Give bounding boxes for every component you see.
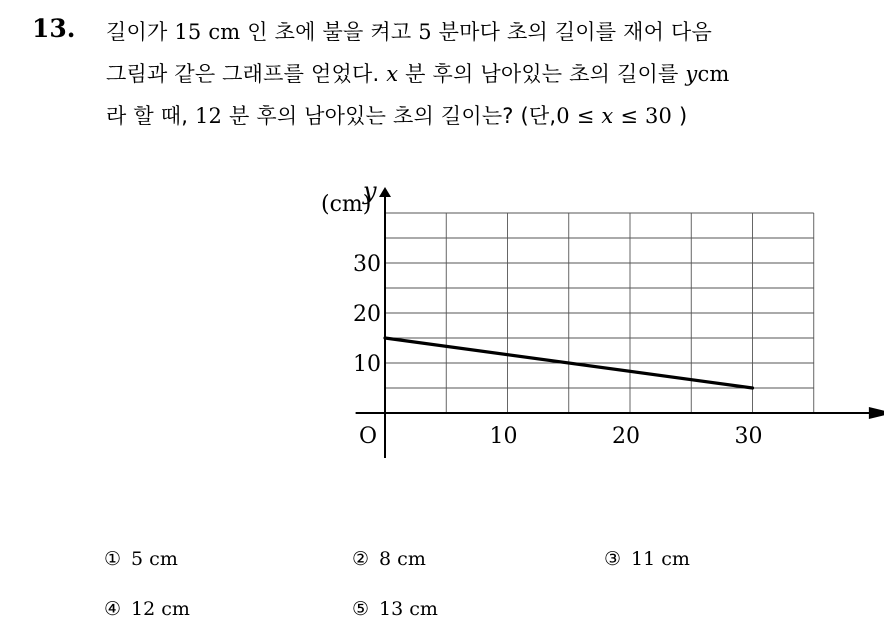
variable-y: y [685, 62, 698, 86]
choice-text: 12 cm [131, 598, 190, 620]
question-line-1 [106, 16, 712, 46]
choice-text: 11 cm [631, 548, 690, 570]
x-tick-label: 10 [489, 424, 518, 449]
interval-value: 5 [418, 20, 432, 44]
choice-text: 13 cm [379, 598, 438, 620]
question-text: 그림과 같은 그래프를 얻었다. [106, 62, 387, 86]
origin-label: O [359, 424, 378, 449]
axes [356, 187, 884, 458]
condition-variable: x [601, 104, 614, 128]
choice-1[interactable] [104, 548, 178, 570]
choice-mark: ① [104, 548, 122, 570]
y-axis-label: y [363, 177, 377, 205]
x-tick-label: 20 [612, 424, 640, 449]
y-tick-label: 20 [353, 302, 381, 327]
question-text: 인 초에 불을 켜고 [240, 20, 419, 44]
question-text: ) [672, 104, 688, 128]
question-line-2 [106, 58, 730, 88]
choice-4[interactable] [104, 598, 190, 620]
y-axis-arrow [379, 187, 391, 197]
y-axis-unit: (cm) [321, 192, 372, 217]
question-text: 분마다 초의 길이를 재어 다음 [431, 20, 712, 44]
unit-cm: cm [697, 62, 730, 86]
choice-5[interactable] [352, 598, 438, 620]
choice-mark: ③ [604, 548, 622, 570]
choice-2[interactable] [352, 548, 426, 570]
x-tick-label: 30 [734, 424, 763, 449]
tick-labels [353, 252, 763, 449]
choice-3[interactable] [604, 548, 690, 570]
minutes-value: 12 [194, 104, 223, 128]
question-text: 라 할 때, [106, 104, 195, 128]
question-line-3 [106, 100, 687, 130]
condition-lower: 0 ≤ [556, 104, 602, 128]
choice-mark: ⑤ [352, 598, 370, 620]
choice-text: 5 cm [131, 548, 178, 570]
y-tick-label: 10 [353, 352, 381, 377]
y-tick-label: 30 [353, 252, 381, 277]
line-graph [300, 160, 763, 470]
condition-upper: ≤ 30 [613, 104, 673, 128]
length-value: 15 cm [174, 20, 241, 44]
question-number: 13. [32, 14, 76, 43]
grid [385, 213, 814, 413]
question-text: 분 후의 남아있는 초의 길이를 [398, 62, 686, 86]
x-axis-arrow [869, 407, 884, 419]
choice-text: 8 cm [379, 548, 426, 570]
choice-mark: ② [352, 548, 370, 570]
variable-x: x [386, 62, 399, 86]
question-text: 길이가 [106, 20, 175, 44]
choice-mark: ④ [104, 598, 122, 620]
question-text: 분 후의 남아있는 초의 길이는? (단, [222, 104, 557, 128]
